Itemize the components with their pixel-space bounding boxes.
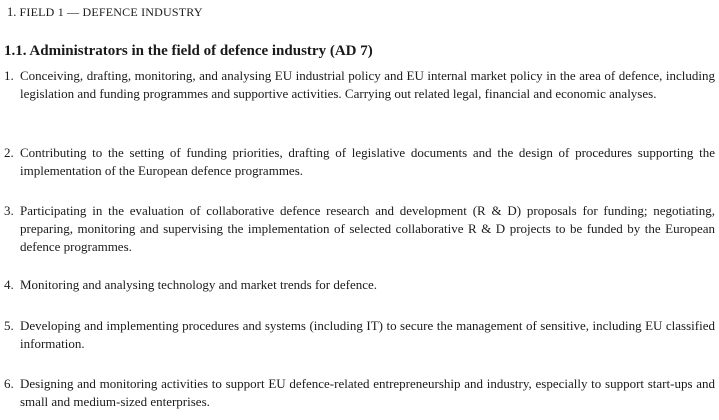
- field-title-text: FIELD 1 — DEFENCE INDUSTRY: [19, 5, 203, 19]
- item-text: Designing and monitoring activities to support EU defence-related entrepreneurship and industry, especially to support start-ups and small and medium-sized enterprises.: [20, 376, 715, 409]
- list-item: [4, 202, 715, 256]
- field-number: 1.: [7, 5, 17, 19]
- list-item: [4, 144, 715, 180]
- item-text: Developing and implementing procedures and systems (including IT) to secure the management of sensitive, including EU classified information.: [20, 318, 715, 351]
- section-heading: 1.1. Administrators in the field of defence industry (AD 7): [4, 43, 373, 59]
- item-number: 5.: [4, 318, 14, 333]
- field-title: [7, 5, 203, 20]
- item-text: Conceiving, drafting, monitoring, and analysing EU industrial policy and EU internal market policy in the area of defence, including legislation and funding programmes and supportive activities. Carrying out related legal, financial and economic analyses.: [20, 68, 715, 101]
- item-number: 1.: [4, 68, 14, 83]
- item-text: Monitoring and analysing technology and market trends for defence.: [20, 277, 378, 292]
- item-text: Contributing to the setting of funding priorities, drafting of legislative documents and the design of procedures supporting the implementation of the European defence programmes.: [20, 145, 715, 178]
- list-item: [4, 375, 715, 411]
- list-item: [4, 276, 715, 294]
- item-number: 2.: [4, 145, 14, 160]
- item-number: 4.: [4, 277, 14, 292]
- list-item: [4, 67, 715, 103]
- item-text: Participating in the evaluation of collaborative defence research and development (R & D) proposals for funding; negotiating, preparing, monitoring and supervising the implementation of selected collaborative R & D projects to be funded by the European defence programmes.: [20, 203, 715, 254]
- item-number: 6.: [4, 376, 14, 391]
- item-number: 3.: [4, 203, 14, 218]
- list-item: [4, 317, 715, 353]
